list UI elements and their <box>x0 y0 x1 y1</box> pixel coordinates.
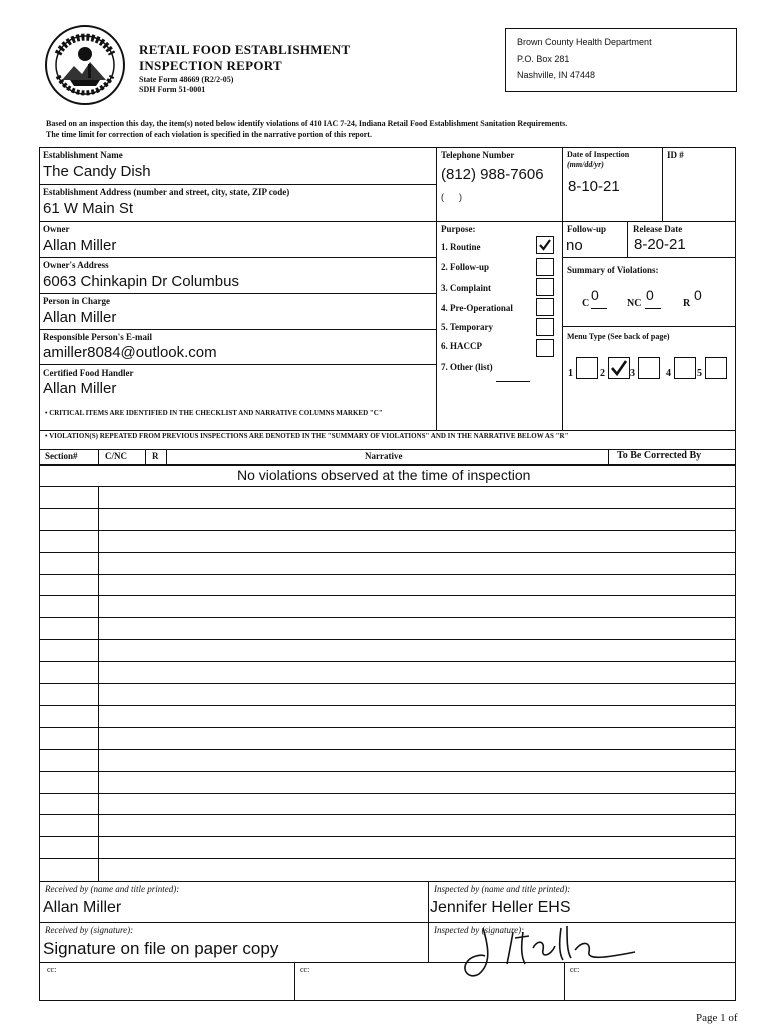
purpose-checkbox[interactable] <box>536 318 554 336</box>
person-in-charge-value[interactable]: Allan Miller <box>43 309 117 326</box>
certified-food-handler-value[interactable]: Allan Miller <box>43 380 117 397</box>
dept-city: Nashville, IN 47448 <box>517 70 596 80</box>
menu-type-checkbox[interactable] <box>608 357 630 379</box>
responsible-email-label: Responsible Person's E-mail <box>43 332 153 342</box>
table-section-divider <box>98 486 99 881</box>
owner-value[interactable]: Allan Miller <box>43 237 117 254</box>
received-name-value[interactable]: Allan Miller <box>43 899 122 916</box>
establishment-address-value[interactable]: 61 W Main St <box>43 200 134 217</box>
dept-name: Brown County Health Department <box>517 37 652 47</box>
owner-label: Owner <box>43 224 70 234</box>
purpose-item-label: 2. Follow-up <box>441 262 490 272</box>
menu-type-number: 2 <box>600 368 605 379</box>
purpose-item-label: 1. Routine <box>441 242 481 252</box>
dept-box: P.O. Box 281 <box>517 54 570 64</box>
table-row-line <box>39 683 736 684</box>
menu-type-checkbox[interactable] <box>705 357 727 379</box>
menu-type-checkbox[interactable] <box>576 357 598 379</box>
form-number: State Form 48669 (R2/2-05) <box>139 75 234 84</box>
table-row-line <box>39 727 736 728</box>
inspected-signature-label: Inspected by (signature): <box>434 925 525 935</box>
col-cnc: C/NC <box>105 451 127 461</box>
telephone-label: Telephone Number <box>441 150 515 160</box>
table-row-line <box>39 814 736 815</box>
id-label: ID # <box>667 150 684 160</box>
summary-label: Summary of Violations: <box>567 265 659 275</box>
menu-type-checkbox[interactable] <box>638 357 660 379</box>
table-row-line <box>39 705 736 706</box>
other-underline <box>496 381 530 382</box>
purpose-checkbox[interactable] <box>536 236 554 254</box>
col-correct-by: To Be Corrected By <box>617 450 702 461</box>
table-row-line <box>39 486 736 487</box>
table-row-line <box>39 530 736 531</box>
table-row-line <box>39 552 736 553</box>
menu-type-checkbox[interactable] <box>674 357 696 379</box>
table-row-line <box>39 639 736 640</box>
table-row-line <box>39 836 736 837</box>
state-seal <box>44 24 126 106</box>
owner-address-value[interactable]: 6063 Chinkapin Dr Columbus <box>43 273 239 290</box>
purpose-checkbox[interactable] <box>536 339 554 357</box>
received-name-label: Received by (name and title printed): <box>45 884 180 894</box>
table-row-line <box>39 771 736 772</box>
table-row-line <box>39 793 736 794</box>
purpose-item-label: 6. HACCP <box>441 341 482 351</box>
menu-type-number: 4 <box>666 368 671 379</box>
menu-type-number: 5 <box>697 368 702 379</box>
table-row-line <box>39 858 736 859</box>
establishment-address-label: Establishment Address (number and street, city, state, ZIP code) <box>43 187 290 197</box>
summary-critical: C 0 <box>582 291 627 311</box>
follow-up-label: Follow-up <box>567 224 607 234</box>
responsible-email-value[interactable]: amiller8084@outlook.com <box>43 344 217 361</box>
menu-type-number: 1 <box>568 368 573 379</box>
intro-line-1: Based on an inspection this day, the item(s) noted below identify violations of 410 IAC 7-24, Indiana Retail Food Establishment Sanitation Requirements. <box>46 119 568 128</box>
purpose-label: Purpose: <box>441 224 476 234</box>
cc-2: cc: <box>300 965 310 974</box>
cc-3: cc: <box>570 965 580 974</box>
cc-1: cc: <box>47 965 57 974</box>
report-subtitle: INSPECTION REPORT <box>139 58 282 73</box>
narrative-first-row: No violations observed at the time of inspection <box>237 467 531 483</box>
table-row-line <box>39 661 736 662</box>
menu-type-label: Menu Type (See back of page) <box>567 332 670 341</box>
inspector-signature <box>455 918 640 980</box>
col-narrative: Narrative <box>365 451 403 461</box>
report-title: RETAIL FOOD ESTABLISHMENT <box>139 42 351 57</box>
table-row-line <box>39 574 736 575</box>
telephone-secondary[interactable]: ( ) <box>441 192 462 202</box>
follow-up-value[interactable]: no <box>566 237 583 254</box>
telephone-value[interactable]: (812) 988-7606 <box>441 166 544 183</box>
inspection-date-value[interactable]: 8-10-21 <box>568 178 620 195</box>
table-row-line <box>39 508 736 509</box>
summary-noncritical: NC 0 <box>627 291 677 311</box>
table-row-line <box>39 749 736 750</box>
purpose-item-label: 4. Pre-Operational <box>441 303 513 313</box>
release-date-label: Release Date <box>633 224 683 234</box>
col-repeat: R <box>152 451 159 461</box>
inspected-name-label: Inspected by (name and title printed): <box>434 884 571 894</box>
summary-repeat: R 0 <box>683 287 702 309</box>
repeat-note: • VIOLATION(S) REPEATED FROM PREVIOUS INSPECTIONS ARE DENOTED IN THE "SUMMARY OF VIOLATIONS" AND IN THE NARRATIVE BELOW AS "R" <box>45 432 569 440</box>
person-in-charge-label: Person in Charge <box>43 296 110 306</box>
certified-food-handler-label: Certified Food Handler <box>43 368 134 378</box>
checkmark-icon <box>538 238 552 252</box>
release-date-value[interactable]: 8-20-21 <box>634 236 686 253</box>
purpose-checkbox[interactable] <box>536 258 554 276</box>
sdh-form-number: SDH Form 51-0001 <box>139 85 206 94</box>
owner-address-label: Owner's Address <box>43 260 109 270</box>
purpose-checkbox[interactable] <box>536 298 554 316</box>
received-signature-value[interactable]: Signature on file on paper copy <box>43 939 279 958</box>
establishment-name-value[interactable]: The Candy Dish <box>43 163 151 180</box>
purpose-item-label: 7. Other (list) <box>441 362 493 372</box>
menu-type-number: 3 <box>630 368 635 379</box>
critical-note: • CRITICAL ITEMS ARE IDENTIFIED IN THE CHECKLIST AND NARRATIVE COLUMNS MARKED "C" <box>45 409 383 417</box>
page-number: Page 1 of <box>696 1012 738 1024</box>
inspection-date-label: Date of Inspection <box>567 150 630 159</box>
purpose-item-label: 3. Complaint <box>441 283 492 293</box>
received-signature-label: Received by (signature): <box>45 925 134 935</box>
col-section: Section# <box>45 451 78 461</box>
purpose-item-label: 5. Temporary <box>441 322 494 332</box>
inspection-date-format: (mm/dd/yr) <box>567 160 604 169</box>
checkmark-icon <box>610 359 628 377</box>
establishment-name-label: Establishment Name <box>43 150 123 160</box>
purpose-checkbox[interactable] <box>536 278 554 296</box>
table-row-line <box>39 595 736 596</box>
inspected-name-value[interactable]: Jennifer Heller EHS <box>430 899 571 916</box>
table-row-line <box>39 617 736 618</box>
intro-line-2: The time limit for correction of each violation is specified in the narrative portion of this report. <box>46 130 372 139</box>
